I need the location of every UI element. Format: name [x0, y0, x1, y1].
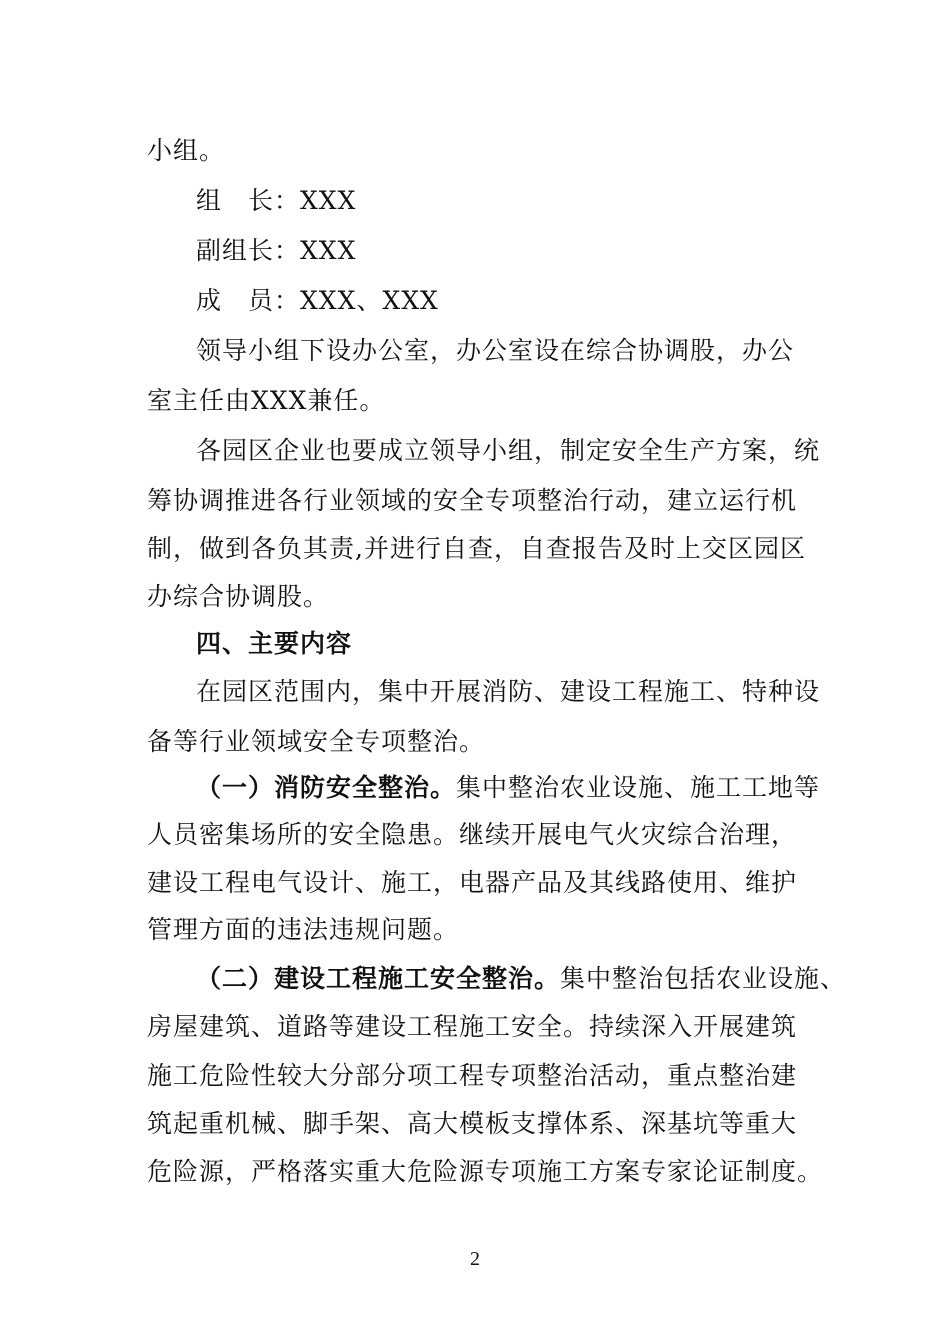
text-line: 小组。: [147, 136, 226, 165]
paragraph-line: 房屋建筑、道路等建设工程施工安全。持续深入开展建筑: [147, 1012, 798, 1041]
paragraph-line: 危险源，严格落实重大危险源专项施工方案专家论证制度。: [147, 1157, 824, 1186]
subsection-1-first-line: [196, 773, 820, 803]
leader-line: 组 长：XXX: [196, 186, 357, 215]
paragraph-line: 人员密集场所的安全隐患。继续开展电气火灾综合治理，: [147, 820, 798, 849]
paragraph-line: 室主任由XXX兼任。: [147, 386, 386, 415]
paragraph-line: 管理方面的违法违规问题。: [147, 915, 460, 944]
paragraph-line: 施工危险性较大分部分项工程专项整治活动，重点整治建: [147, 1061, 798, 1090]
paragraph-line: 建设工程电气设计、施工，电器产品及其线路使用、维护: [147, 868, 798, 897]
subsection-2-text: 集中整治包括农业设施、: [560, 964, 847, 993]
paragraph-line: 领导小组下设办公室，办公室设在综合协调股，办公: [196, 336, 795, 365]
paragraph-line: 备等行业领域安全专项整治。: [147, 727, 486, 756]
paragraph-line: 制，做到各负其责,并进行自查，自查报告及时上交区园区: [147, 534, 806, 563]
subsection-1-text: 集中整治农业设施、施工工地等: [456, 773, 821, 802]
paragraph-line: 办综合协调股。: [147, 582, 330, 611]
paragraph-line: 各园区企业也要成立领导小组，制定安全生产方案，统: [196, 436, 821, 465]
page-number: 2: [470, 1248, 480, 1270]
subsection-1-heading: （一）消防安全整治。: [196, 773, 457, 802]
subsection-2-first-line: [196, 964, 846, 994]
paragraph-line: 在园区范围内，集中开展消防、建设工程施工、特种设: [196, 677, 821, 706]
section-heading: 四、主要内容: [196, 629, 353, 658]
members-line: 成 员：XXX、XXX: [196, 286, 439, 315]
deputy-leader-line: 副组长：XXX: [196, 236, 357, 265]
paragraph-line: 筑起重机械、脚手架、高大模板支撑体系、深基坑等重大: [147, 1109, 798, 1138]
paragraph-line: 筹协调推进各行业领域的安全专项整治行动，建立运行机: [147, 486, 798, 515]
subsection-2-heading: （二）建设工程施工安全整治。: [196, 964, 561, 993]
